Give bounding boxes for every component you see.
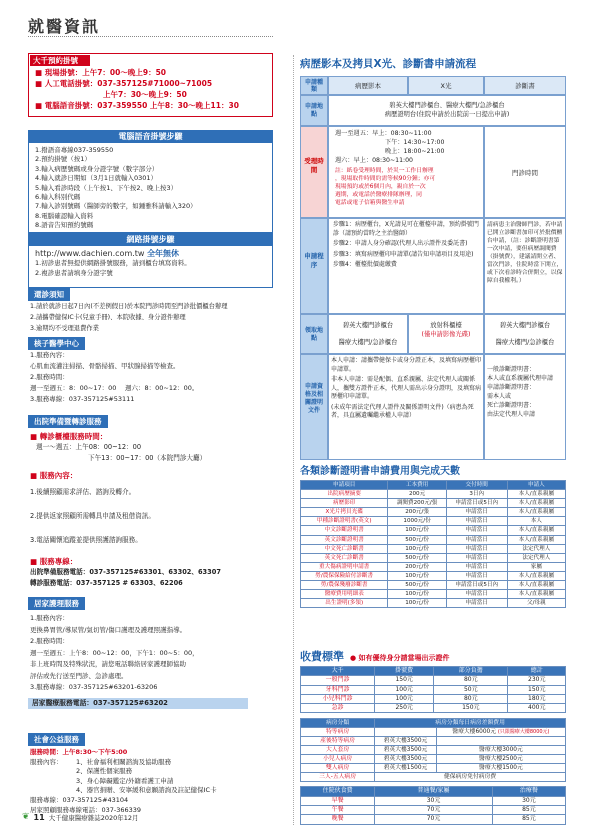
discharge-line1: 出院準備服務電話：037-357125#63301、63302、63307 <box>30 568 221 576</box>
meal-table <box>300 786 566 824</box>
homecare-line: 3.服務專線：037-357125#63201-63206 <box>30 683 158 691</box>
voice-step: 4.輸入就診日期如（3月1日就輸入0301） <box>35 174 158 183</box>
flow-header: X光 <box>408 76 484 95</box>
title-underline <box>28 36 273 37</box>
flow-time-label: 受理時間 <box>300 126 328 218</box>
nuclear-line: 1.服務內容： <box>30 351 69 359</box>
flow-header: 診斷書 <box>484 76 566 95</box>
table-row: 雙人病房 碧英大樓1500元 醫療大樓1500元 <box>301 764 566 773</box>
nuclear-line: 3.服務專線：037-357125#53111 <box>30 395 135 403</box>
leaf-icon: ❦ <box>22 812 30 822</box>
discharge-title: 出院準備暨轉診服務 <box>28 415 108 428</box>
social-line2: 居家照顧服務專線電話：037-366339 <box>30 805 142 814</box>
notice-item: 2.請攜帶健保IC卡(兒童手冊)、本院收據、身分證件辦理 <box>30 314 186 321</box>
discharge-sub2: 服務內容： <box>39 471 78 480</box>
notice-item: 1.請於就診日起7日內(不差例假日)於本院門診時間至門診批價櫃台辦理 <box>30 303 228 310</box>
table-row: 晚餐 70元 85元 <box>301 815 566 824</box>
charges-subtitle: ● 如有優待身分請當場出示證件 <box>350 654 450 662</box>
fees-title: 各類診斷證明書申請費用與完成天數 <box>300 466 460 477</box>
voice-title: 電腦語音掛號步驟 <box>28 130 273 143</box>
notice-item: 3.逾期均不受理退費作業 <box>30 325 99 332</box>
homecare-line: 1.服務內容： <box>30 614 69 622</box>
web-step: 1.初診患者無提供網路掛號服務，請到櫃台填寫資料。 <box>35 259 191 267</box>
discharge-time1a: 週一～週五：上午08：00~12：00 <box>36 443 142 451</box>
flow-pick-label: 領取地點 <box>300 314 328 354</box>
flow-header: 病歷影本 <box>328 76 408 95</box>
charges-header: 部分負擔 <box>434 667 508 676</box>
table-row: 勞/農保保險給付診斷書 100元/份 申請當日 本人/直系親屬 <box>301 571 566 580</box>
homecare-line: 評估或先行送至門診、急診處理。 <box>30 671 128 680</box>
flow-proc-right: 請病患主治醫師門診，若申請已開立診斷書加印可於批價櫃台申請，（註：診斷證明書第一次申請，要但病歷調閱費（掛號費），建議請開立者、當次門診，住院時當下開立，或下次看診時合併開立，以保障自我權利。） <box>484 218 566 314</box>
voice-step: 7.輸入診別號碼（醫師旁的數字，如鍾雅科請輸入320） <box>35 202 197 211</box>
social-item: 1、社會福利相關諮詢及協助服務 <box>76 757 172 766</box>
flow-req-label: 申請資格及相關證明文件 <box>300 354 328 460</box>
table-row: 中文診斷證明書 100元/份 申請當日 本人/直系親屬 <box>301 526 566 535</box>
charges-header: 總計 <box>508 667 566 676</box>
table-row: 甲種診斷證明書(英文) 1000元/份 申請當日 本人 <box>301 517 566 526</box>
table-row: 牙科門診 100元 50元 150元 <box>301 685 566 694</box>
table-row: 早餐 30元 30元 <box>301 796 566 805</box>
table-row: 出生證明(多領) 100元/份 申請當日 父/母親 <box>301 599 566 608</box>
flow-proc: 步驟1：病歷櫃台，X光請見可在櫃檯申請，預約掛號門診（請預約當時之主治醫師） 步驟2：申請人身分確認(代理人出示證件及委託書) 步驟3：填寫病歷櫃印申請單(請告知申請項目及用途) 步驟4：櫃檯批價處繳費 <box>328 218 484 314</box>
table-row: 一般門診 150元 80元 230元 <box>301 676 566 685</box>
charges-header: 大千 <box>301 667 375 676</box>
discharge-time1b: 下午13：00~17：00（本院門診大廳） <box>88 454 207 462</box>
table-row: 小兒科門診 100元 80元 180元 <box>301 694 566 703</box>
table-row: 出院病歷摘要 200元 3日內 本人/直系親屬 <box>301 490 566 499</box>
nuclear-line: 週一至週五：8：00~17：00 週六：8：00~12：00。 <box>30 384 199 392</box>
booking-line-4: ■ 電腦語音掛號：037-359550 上午8：30～晚上11：30 <box>35 101 239 110</box>
flow-loc-label: 申請地點 <box>300 95 328 126</box>
flow-loc: 碧英大樓門診櫃台、醫療大樓門/急診櫃台 病歷證明台(住院申請於出院前一日提出申請) <box>328 95 566 126</box>
ward-header: 病房分類每日病房差額費用 <box>375 719 566 728</box>
table-row: 小兒人病房 碧英大樓3500元 醫療大樓2500元 <box>301 755 566 764</box>
charges-title: 收費標準 <box>300 650 344 663</box>
flow-req: 本人申請：請攜帶健保卡或身分證正本，及填寫病歷櫃印申請單。 非本人申請：需是配偶、直系親屬、法定代理人或關係人，攜雙方證件正本，代理人需出示身分證明，及填寫病歷櫃印申請單。 (未成年需法定代理人證件及關係證明文件)（病患為死者，具直屬遺囑繼承權人申請） <box>328 354 484 460</box>
voice-step: 6.輸入科別代碼 <box>35 193 81 202</box>
ward-special-note: (只限醫療大樓8000元) <box>497 729 550 736</box>
homecare-line: 2.服務時間： <box>30 637 69 645</box>
meal-header: 治療餐 <box>492 787 565 796</box>
footer-text: 大千健康醫療雜誌2020年12月 <box>48 813 139 822</box>
web-url-link[interactable]: http://www.dachien.com.tw <box>35 249 145 258</box>
flow-time: 週一至週五：早上：08:30~11:00 下午：14:30~17:00 晚上：18:00~21:00 週六：早上：08:30~11:00 註：紙卷受理時間，於災一工作日辦理 ，現場取件時間約需等候90分鐘；亦可 現場預約或於6個月內，親自於一次 週期，或電話於醫療排隊辦理，同 電話或電子信箱與醫生申請 <box>328 126 484 218</box>
table-row: 特等病房 醫療大樓6000元 (只限醫療大樓8000元) <box>301 728 566 737</box>
table-row: 三人-五人病房 健保病房免付病房費 <box>301 773 566 782</box>
charges-table <box>300 666 566 713</box>
charges-header: 掛號費 <box>375 667 434 676</box>
flow-pick-b: 放射科櫃檯 (僅申請影像光碟) <box>408 314 484 354</box>
table-row: 產後特等病房 碧英大樓3500元 <box>301 737 566 746</box>
booking-box <box>28 53 273 117</box>
flow-time-right: 門診時間 <box>484 126 566 218</box>
fees-header: 申請人 <box>507 481 565 490</box>
table-row: 勞/農保殘廢診斷書 500元/份 申請當日或5日內 本人/直系親屬 <box>301 581 566 590</box>
social-line1: 服務專線：037-357125#43104 <box>30 795 129 804</box>
discharge-line2: 轉診服務電話：037-357125 # 63303、62206 <box>30 579 183 587</box>
voice-step: 8.語音告知預約號碼 <box>35 221 94 230</box>
homecare-line: 更換鼻胃管/導尿管/氣切管/傷口護理及護理照護指導。 <box>30 625 187 634</box>
voice-step: 1.撥語音專線037-359550 <box>35 146 114 154</box>
discharge-sub1: 轉診櫃檯服務時間： <box>39 432 108 441</box>
flow-pick-c: 碧英大樓門診櫃台 醫療大樓門/急診櫃台 <box>484 314 566 354</box>
social-item: 2、保護性個案服務 <box>76 767 133 776</box>
notice-title: 還診須知 <box>28 288 70 301</box>
table-row: 醫療費用明細表 100元/份 申請當日 本人/直系親屬 <box>301 590 566 599</box>
booking-title: 大千預約掛號 <box>30 55 90 66</box>
booking-line-1: ■ 現場掛號：上午7：00～晚上9：50 <box>35 68 167 77</box>
social-title: 社會公益服務 <box>28 733 85 746</box>
web-url-note: 全年無休 <box>147 249 180 258</box>
table-row: 午餐 70元 85元 <box>301 806 566 815</box>
table-row: 病歷影印 調閱費200元/張 申請當日或5日內 本人/直系親屬 <box>301 499 566 508</box>
page-title: 就醫資訊 <box>28 17 101 36</box>
homecare-line: 週一至週五：上午8：00~12：00，下午1：00~5：00， <box>30 648 199 657</box>
fees-header: 工本費用 <box>388 481 446 490</box>
meal-header: 普通餐/家屬 <box>375 787 493 796</box>
table-row: 急診 250元 150元 400元 <box>301 704 566 713</box>
social-time: 服務時間：上午8:30～下午5:00 <box>30 748 128 756</box>
homecare-title: 居家護理服務 <box>28 597 85 610</box>
column-divider <box>293 55 294 825</box>
voice-step: 8.電腦確認輸入資料 <box>35 211 94 220</box>
table-row: 重大傷病證明申請書 200元/份 申請當日 家屬 <box>301 562 566 571</box>
discharge-sub3: 服務專線： <box>39 557 78 566</box>
meal-header: 住院伙食費 <box>301 787 375 796</box>
flow-title: 病歷影本及拷貝X光、診斷書申請流程 <box>300 58 477 70</box>
fees-header: 申請項目 <box>301 481 388 490</box>
flow-pick-a: 碧英大樓門診櫃台 醫療大樓門/急診櫃台 <box>328 314 408 354</box>
table-row: 英文診斷證明書 500元/份 申請當日 本人/直系親屬 <box>301 535 566 544</box>
fees-table <box>300 480 566 608</box>
discharge-item: 2.提供返家照顧所需轉具申請及租借資訊。 <box>30 512 155 520</box>
flow-header: 申請種類 <box>300 76 328 95</box>
voice-step: 2.預約掛號（按1） <box>35 155 91 164</box>
social-item: 4、器官捐贈、安寧緩和意願諮詢及註記健保IC卡 <box>76 786 217 795</box>
discharge-item: 3.電話關懷追蹤並提供照護諮詢服務。 <box>30 536 142 544</box>
flow-proc-label: 申請程序 <box>300 218 328 314</box>
flow-table <box>300 76 566 460</box>
table-row: 中文死亡診斷書 100元/份 申請當日 法定代理人 <box>301 544 566 553</box>
ward-table <box>300 718 566 782</box>
social-label: 服務內容： <box>30 757 63 766</box>
web-title: 網路掛號步驟 <box>28 233 273 246</box>
social-item: 3、身心障礙鑑定/外籍看護工申請 <box>76 776 174 785</box>
nuclear-line: 2.服務時間： <box>30 373 69 381</box>
table-row: X光片拷貝光碟 200元/張 申請當日 本人/直系親屬 <box>301 508 566 517</box>
booking-line-3: 上午7：30～晚上9：50 <box>103 90 187 99</box>
nuclear-line: 心肌血流灌注掃描、骨骼掃描、甲狀腺掃描等檢查。 <box>30 362 180 370</box>
voice-step: 5.輸入看診時段（上午按1、下午按2、晚上按3） <box>35 183 178 192</box>
homecare-line: 非上班時間及特殊狀況，請您電話聯絡居家護理師協助 <box>30 660 186 668</box>
discharge-item: 1.後續照顧需求評估、諮詢及轉介。 <box>30 488 136 496</box>
web-step: 2.複診患者請填身分證字號 <box>35 268 113 277</box>
ward-header: 病房分類 <box>301 719 375 728</box>
booking-line-2: ■ 人工電話掛號：037-357125#71000~71005 <box>35 79 213 88</box>
table-row: 大人套房 碧英大樓3500元 醫療大樓3000元 <box>301 746 566 755</box>
page-number: 11 <box>33 812 45 822</box>
table-row: 英文死亡診斷書 500元/份 申請當日 法定代理人 <box>301 553 566 562</box>
flow-req-right: 一般診斷證明書： 本人或直系親屬代理申請 申請診斷證明書： 需本人或 死亡診斷證明書： 由法定代理人申請 <box>484 354 566 460</box>
voice-step: 3.輸入病歷號碼或身分證字號（數字部分） <box>35 164 159 173</box>
nuclear-title: 核子醫學中心 <box>28 337 85 350</box>
fees-header: 交付時間 <box>446 481 507 490</box>
homecare-footer: 居家醫療服務電話：037-357125#63202 <box>28 698 248 709</box>
